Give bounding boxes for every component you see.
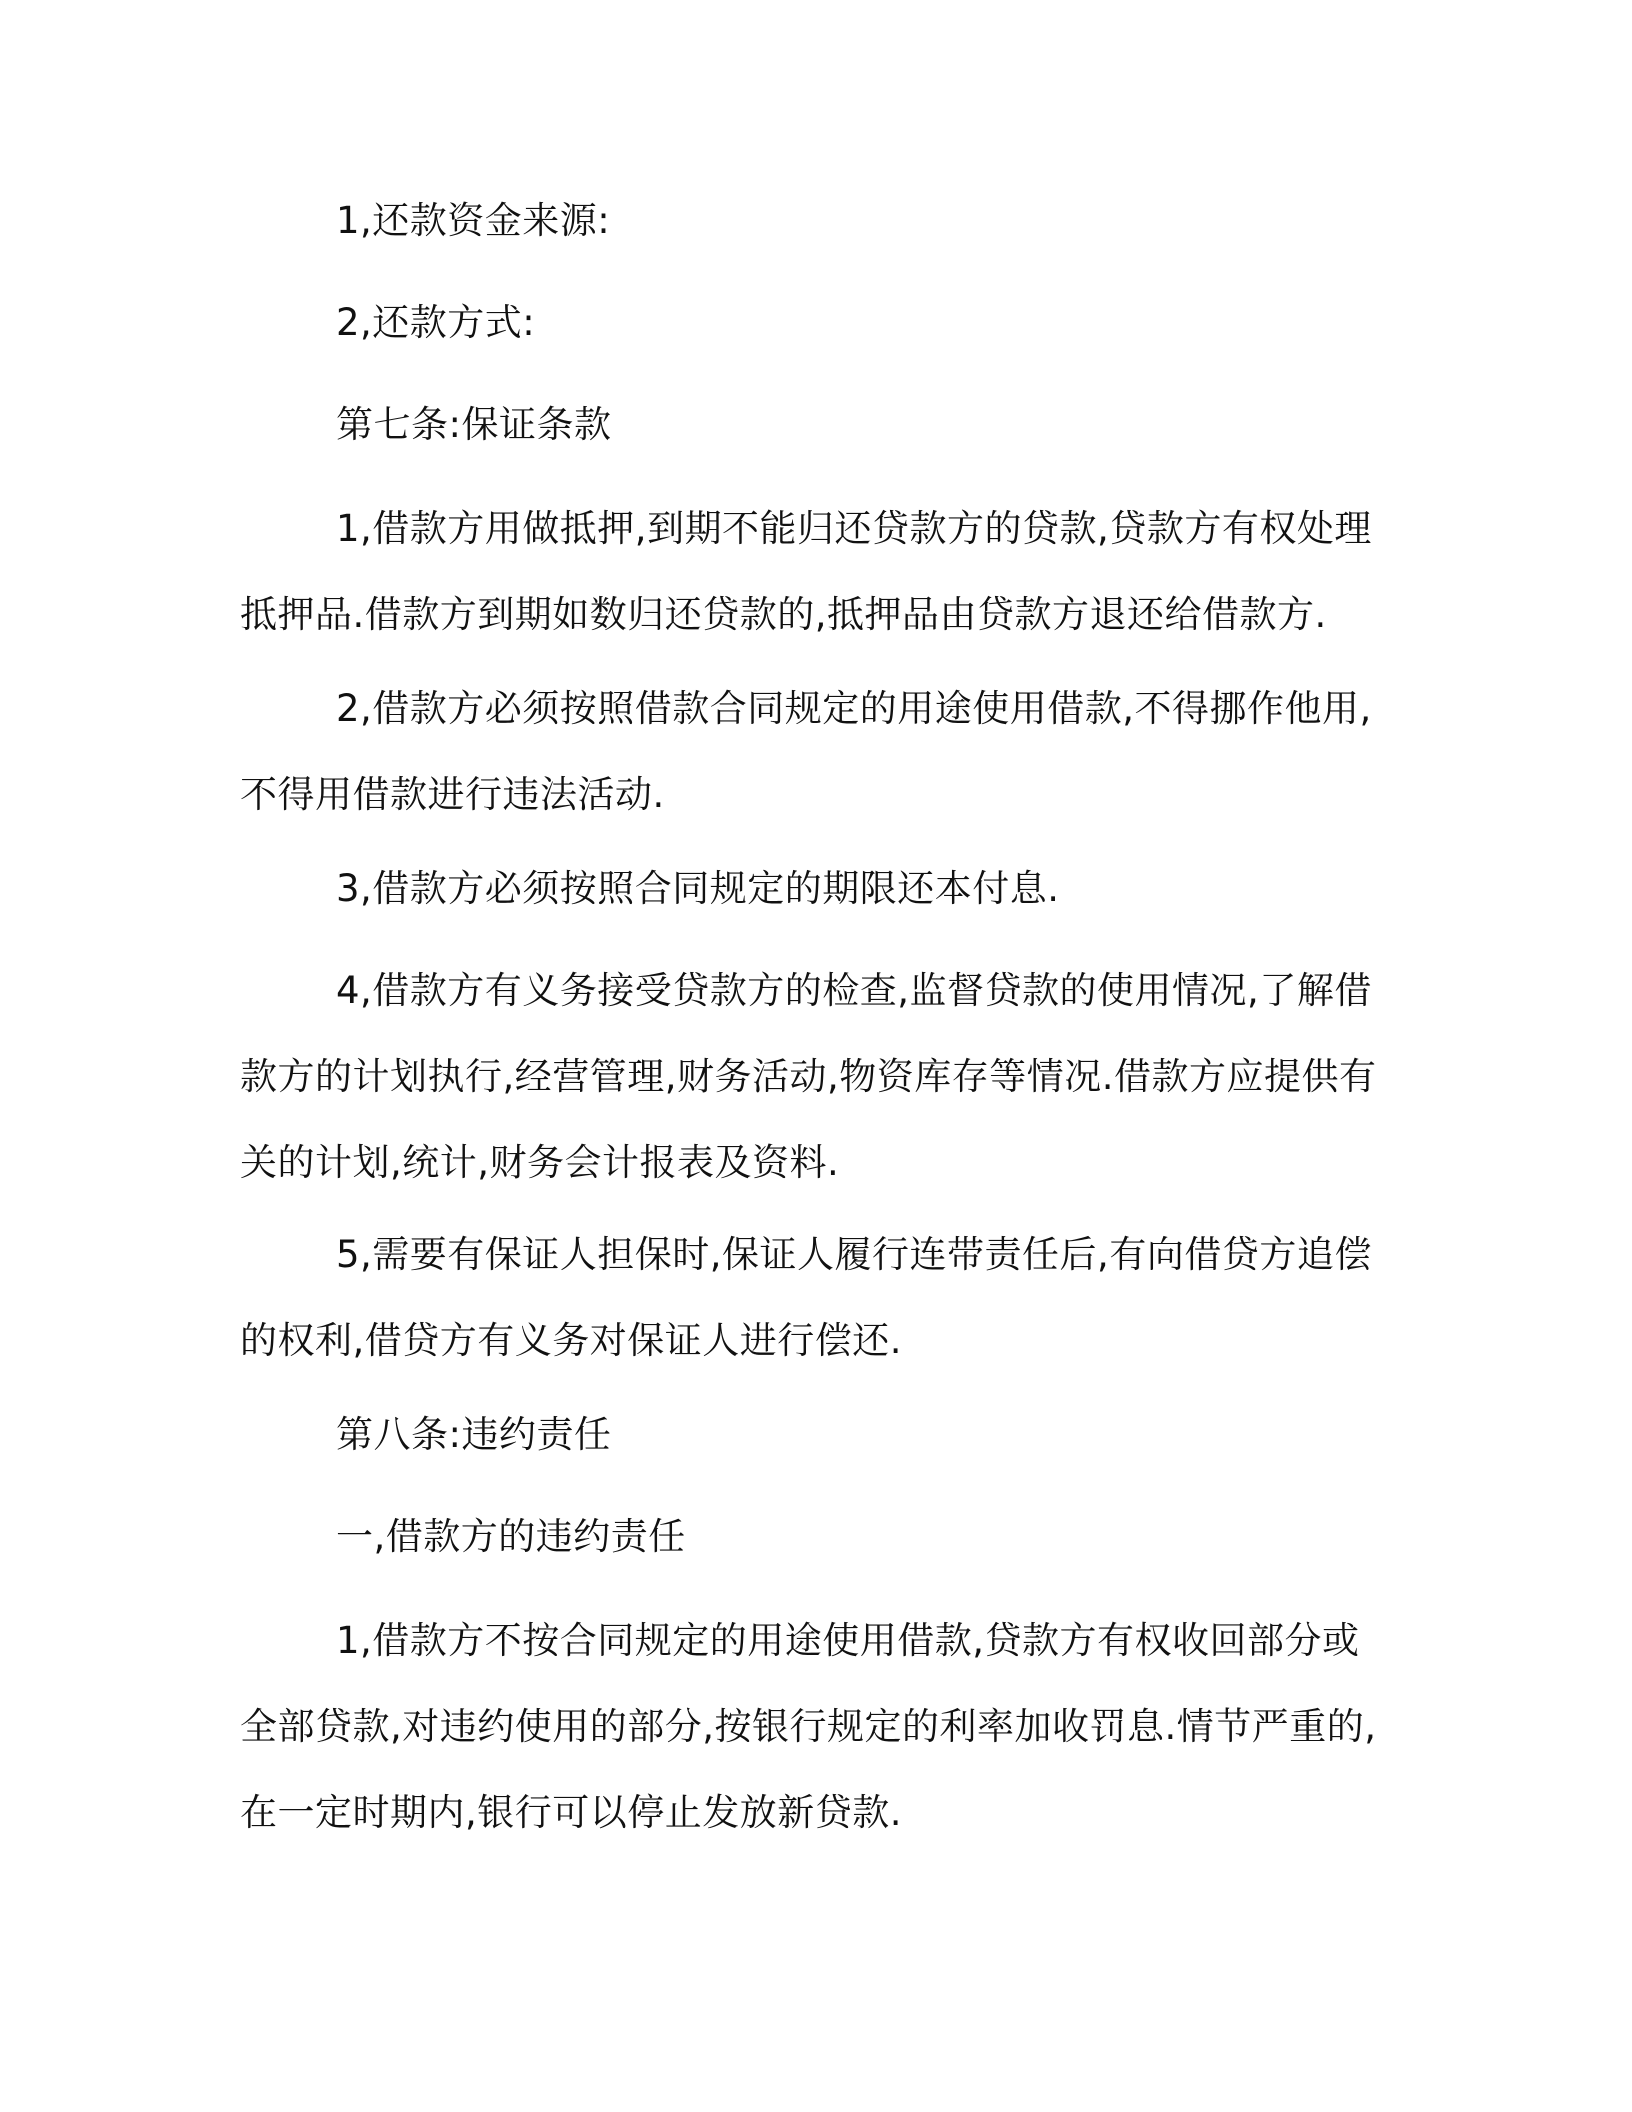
paragraph-text: 1,借款方不按合同规定的用途使用借款,贷款方有权收回部分或全部贷款,对违约使用的部分,按银行规定的利率加收罚息.情节严重的,在一定时期内,银行可以停止发放新贷款. (240, 1619, 1377, 1834)
heading-article-7 (240, 382, 1390, 468)
paragraph-repayment-method (240, 280, 1390, 366)
paragraph-text: 一,借款方的违约责任 (336, 1515, 686, 1558)
paragraph-guarantee-2 (240, 666, 1390, 838)
paragraph-liability-1 (240, 1598, 1390, 1856)
paragraph-text: 第八条:违约责任 (336, 1413, 612, 1456)
paragraph-text: 2,借款方必须按照借款合同规定的用途使用借款,不得挪作他用,不得用借款进行违法活动. (240, 687, 1372, 816)
paragraph-guarantee-4 (240, 948, 1390, 1206)
heading-article-8 (240, 1392, 1390, 1478)
paragraph-text: 5,需要有保证人担保时,保证人履行连带责任后,有向借贷方追偿的权利,借贷方有义务对保证人进行偿还. (240, 1233, 1372, 1362)
paragraph-text: 3,借款方必须按照合同规定的期限还本付息. (336, 867, 1060, 910)
paragraph-text: 1,还款资金来源: (336, 199, 611, 242)
paragraph-text: 第七条:保证条款 (336, 403, 612, 446)
paragraph-text: 4,借款方有义务接受贷款方的检查,监督贷款的使用情况,了解借款方的计划执行,经营管理,财务活动,物资库存等情况.借款方应提供有关的计划,统计,财务会计报表及资料. (240, 969, 1377, 1184)
paragraph-guarantee-1 (240, 486, 1390, 658)
paragraph-text: 2,还款方式: (336, 301, 536, 344)
paragraph-guarantee-3 (240, 846, 1390, 932)
paragraph-text: 1,借款方用做抵押,到期不能归还贷款方的贷款,贷款方有权处理抵押品.借款方到期如数归还贷款的,抵押品由贷款方退还给借款方. (240, 507, 1372, 636)
paragraph-repayment-source (240, 178, 1390, 264)
heading-borrower-liability (240, 1494, 1390, 1580)
paragraph-guarantee-5 (240, 1212, 1390, 1384)
